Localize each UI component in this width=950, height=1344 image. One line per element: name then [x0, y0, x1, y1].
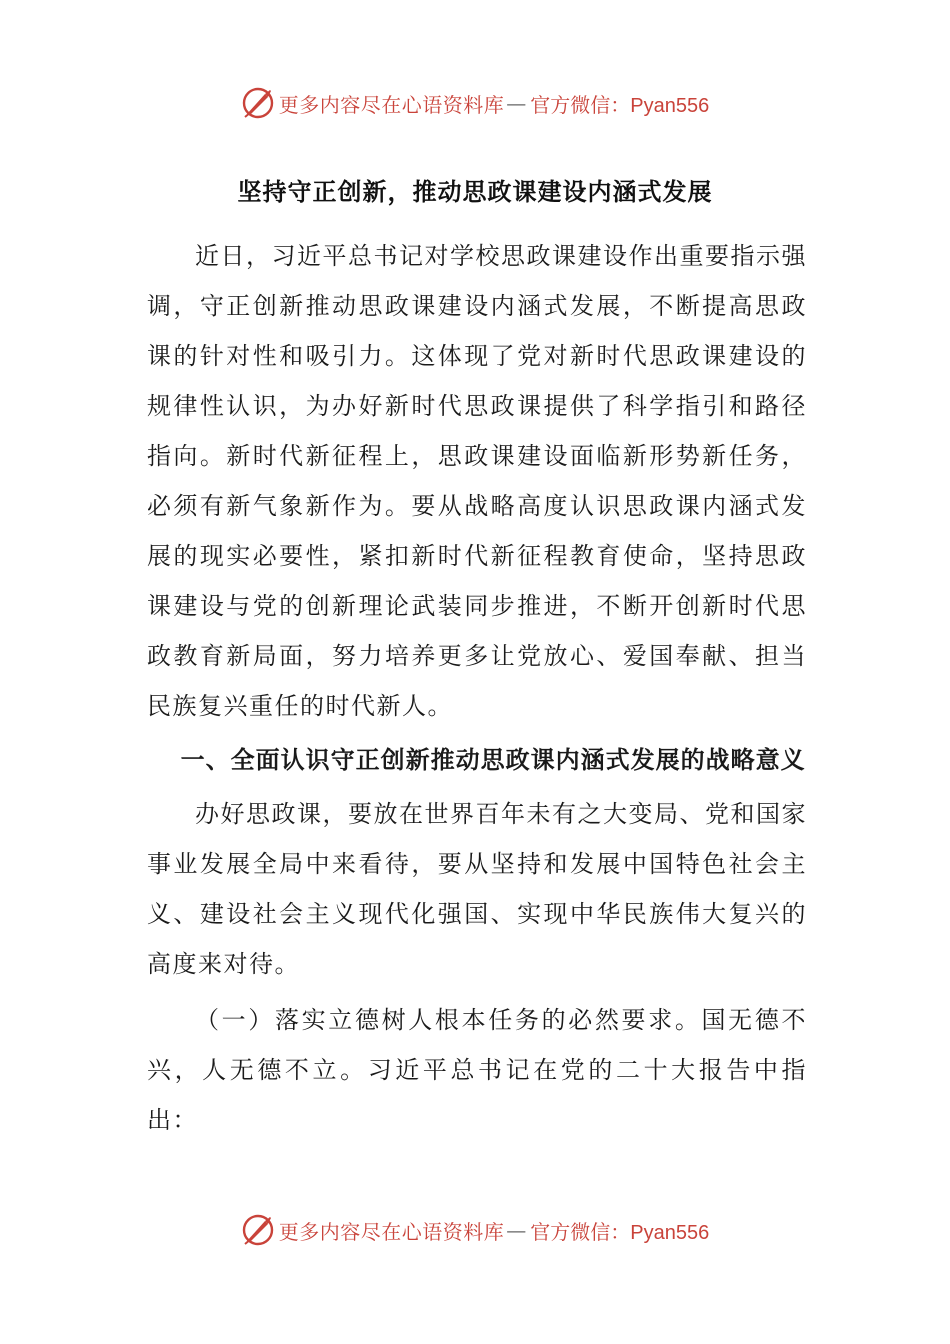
footer-banner: [0, 1210, 950, 1250]
quill-pen-logo-icon: [241, 1213, 275, 1247]
banner-site-name: 更多内容尽在心语资料库: [278, 92, 505, 117]
item-1-paragraph: （一）落实立德树人根本任务的必然要求。国无德不兴，人无德不立。习近平总书记在党的二十大报告中指出：: [147, 1006, 807, 1134]
banner-separator: —: [506, 91, 527, 115]
section-1-heading: 一、全面认识守正创新推动思政课内涵式发展的战略意义: [180, 746, 806, 774]
document-title: 坚持守正创新，推动思政课建设内涵式发展: [237, 178, 713, 206]
banner-wechat: 官方微信：Pyan556: [530, 1221, 710, 1244]
banner-wechat: 官方微信：Pyan556: [530, 94, 710, 117]
banner-site-name: 更多内容尽在心语资料库: [278, 1219, 505, 1244]
document-body: [147, 231, 807, 1145]
banner-separator: —: [506, 1218, 527, 1242]
intro-paragraph: 近日，习近平总书记对学校思政课建设作出重要指示强调，守正创新推动思政课建设内涵式发展，不断提高思政课的针对性和吸引力。这体现了党对新时代思政课建设的规律性认识，为办好新时代思政课提供了科学指引和路径指向。新时代新征程上，思政课建设面临新形势新任务，必须有新气象新作为。要从战略高度认识思政课内涵式发展的现实必要性，紧扣新时代新征程教育使命，坚持思政课建设与党的创新理论武装同步推进，不断开创新时代思政教育新局面，努力培养更多让党放心、爱国奉献、担当民族复兴重任的时代新人。: [147, 242, 807, 720]
quill-pen-logo-icon: [241, 86, 275, 120]
section-1-paragraph: 办好思政课，要放在世界百年未有之大变局、党和国家事业发展全局中来看待，要从坚持和发展中国特色社会主义、建设社会主义现代化强国、实现中华民族伟大复兴的高度来对待。: [147, 800, 807, 978]
header-banner: [0, 83, 950, 123]
